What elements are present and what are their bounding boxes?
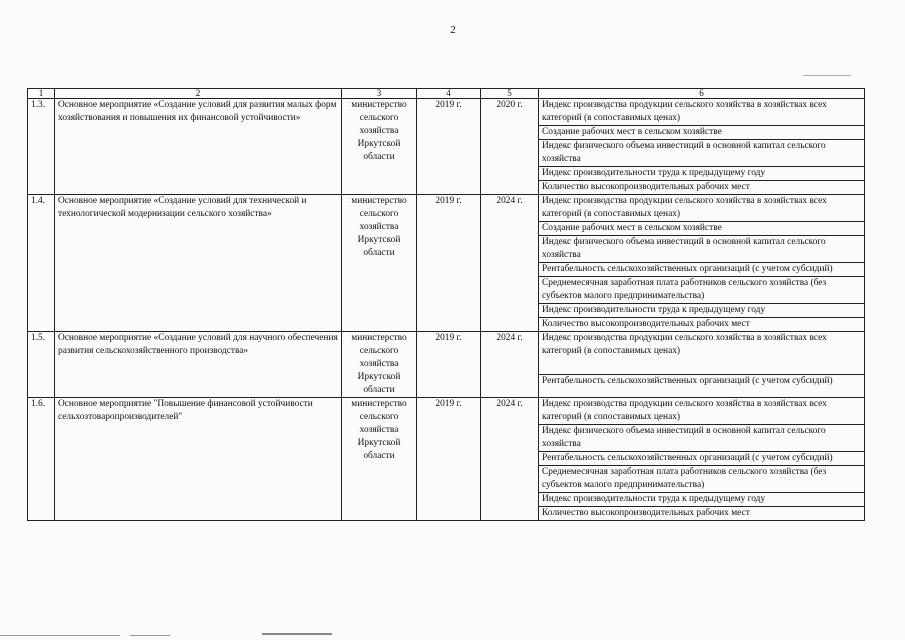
- target-indicator: Рентабельность сельскохозяйственных организаций (с учетом субсидий): [539, 375, 865, 398]
- end-year: 2024 г.: [481, 195, 539, 332]
- target-indicator: Создание рабочих мест в сельском хозяйстве: [539, 126, 865, 140]
- measure-number: 1.5.: [28, 332, 55, 398]
- target-indicator: Среднемесячная заработная плата работников сельского хозяйства (без субъектов малого предпринимательства): [539, 466, 865, 493]
- table-row: [28, 195, 865, 222]
- column-number: 4: [417, 89, 481, 99]
- target-indicator: Индекс физического объема инвестиций в основной капитал сельского хозяйства: [539, 425, 865, 452]
- start-year: 2019 г.: [417, 332, 481, 398]
- target-indicator: Индекс физического объема инвестиций в основной капитал сельского хозяйства: [539, 236, 865, 263]
- target-indicator: Рентабельность сельскохозяйственных организаций (с учетом субсидий): [539, 263, 865, 277]
- target-indicator: Индекс производительности труда к предыдущему году: [539, 304, 865, 318]
- target-indicator: Индекс физического объема инвестиций в основной капитал сельского хозяйства: [539, 140, 865, 167]
- measure-name: Основное мероприятие «Создание условий для научного обеспечения развития сельскохозяйственного производства»: [55, 332, 342, 398]
- page-number: 2: [450, 24, 456, 36]
- measure-name: Основное мероприятие «Создание условий для развития малых форм хозяйствования и повышения их финансовой устойчивости»: [55, 99, 342, 195]
- target-indicator: Создание рабочих мест в сельском хозяйстве: [539, 222, 865, 236]
- table-row: [28, 398, 865, 425]
- target-indicator: Среднемесячная заработная плата работников сельского хозяйства (без субъектов малого предпринимательства): [539, 277, 865, 304]
- table-row: [28, 332, 865, 375]
- responsible-executor: министерство сельского хозяйства Иркутской области: [342, 99, 417, 195]
- scan-artifact: [0, 635, 120, 636]
- target-indicator: Индекс производительности труда к предыдущему году: [539, 167, 865, 181]
- responsible-executor: министерство сельского хозяйства Иркутской области: [342, 332, 417, 398]
- column-number: 6: [539, 89, 865, 99]
- measure-number: 1.4.: [28, 195, 55, 332]
- column-number-row: [28, 89, 865, 99]
- column-number: 5: [481, 89, 539, 99]
- target-indicator: Рентабельность сельскохозяйственных организаций (с учетом субсидий): [539, 452, 865, 466]
- target-indicator: Индекс производства продукции сельского хозяйства в хозяйствах всех категорий (в сопоставимых ценах): [539, 195, 865, 222]
- scan-artifact: [130, 635, 170, 636]
- column-number: 2: [55, 89, 342, 99]
- end-year: 2024 г.: [481, 332, 539, 398]
- end-year: 2024 г.: [481, 398, 539, 521]
- measure-name: Основное мероприятие «Создание условий для технической и технологической модернизации сельского хозяйства»: [55, 195, 342, 332]
- measure-name: Основное мероприятие "Повышение финансовой устойчивости сельхозтоваропроизводителей": [55, 398, 342, 521]
- target-indicator: Индекс производства продукции сельского хозяйства в хозяйствах всех категорий (в сопоставимых ценах): [539, 398, 865, 425]
- scan-artifact: [803, 75, 851, 76]
- target-indicator: Индекс производства продукции сельского хозяйства в хозяйствах всех категорий (в сопоставимых ценах): [539, 99, 865, 126]
- table-row: [28, 99, 865, 126]
- scan-artifact: [262, 633, 332, 635]
- responsible-executor: министерство сельского хозяйства Иркутской области: [342, 398, 417, 521]
- end-year: 2020 г.: [481, 99, 539, 195]
- column-number: 3: [342, 89, 417, 99]
- target-indicator: Количество высокопроизводительных рабочих мест: [539, 507, 865, 521]
- target-indicator: Количество высокопроизводительных рабочих мест: [539, 318, 865, 332]
- start-year: 2019 г.: [417, 99, 481, 195]
- responsible-executor: министерство сельского хозяйства Иркутской области: [342, 195, 417, 332]
- target-indicator: Количество высокопроизводительных рабочих мест: [539, 181, 865, 195]
- measure-number: 1.6.: [28, 398, 55, 521]
- target-indicator: Индекс производства продукции сельского хозяйства в хозяйствах всех категорий (в сопоставимых ценах): [539, 332, 865, 375]
- column-number: 1: [28, 89, 55, 99]
- measures-table: [27, 88, 865, 521]
- target-indicator: Индекс производительности труда к предыдущему году: [539, 493, 865, 507]
- measure-number: 1.3.: [28, 99, 55, 195]
- start-year: 2019 г.: [417, 398, 481, 521]
- start-year: 2019 г.: [417, 195, 481, 332]
